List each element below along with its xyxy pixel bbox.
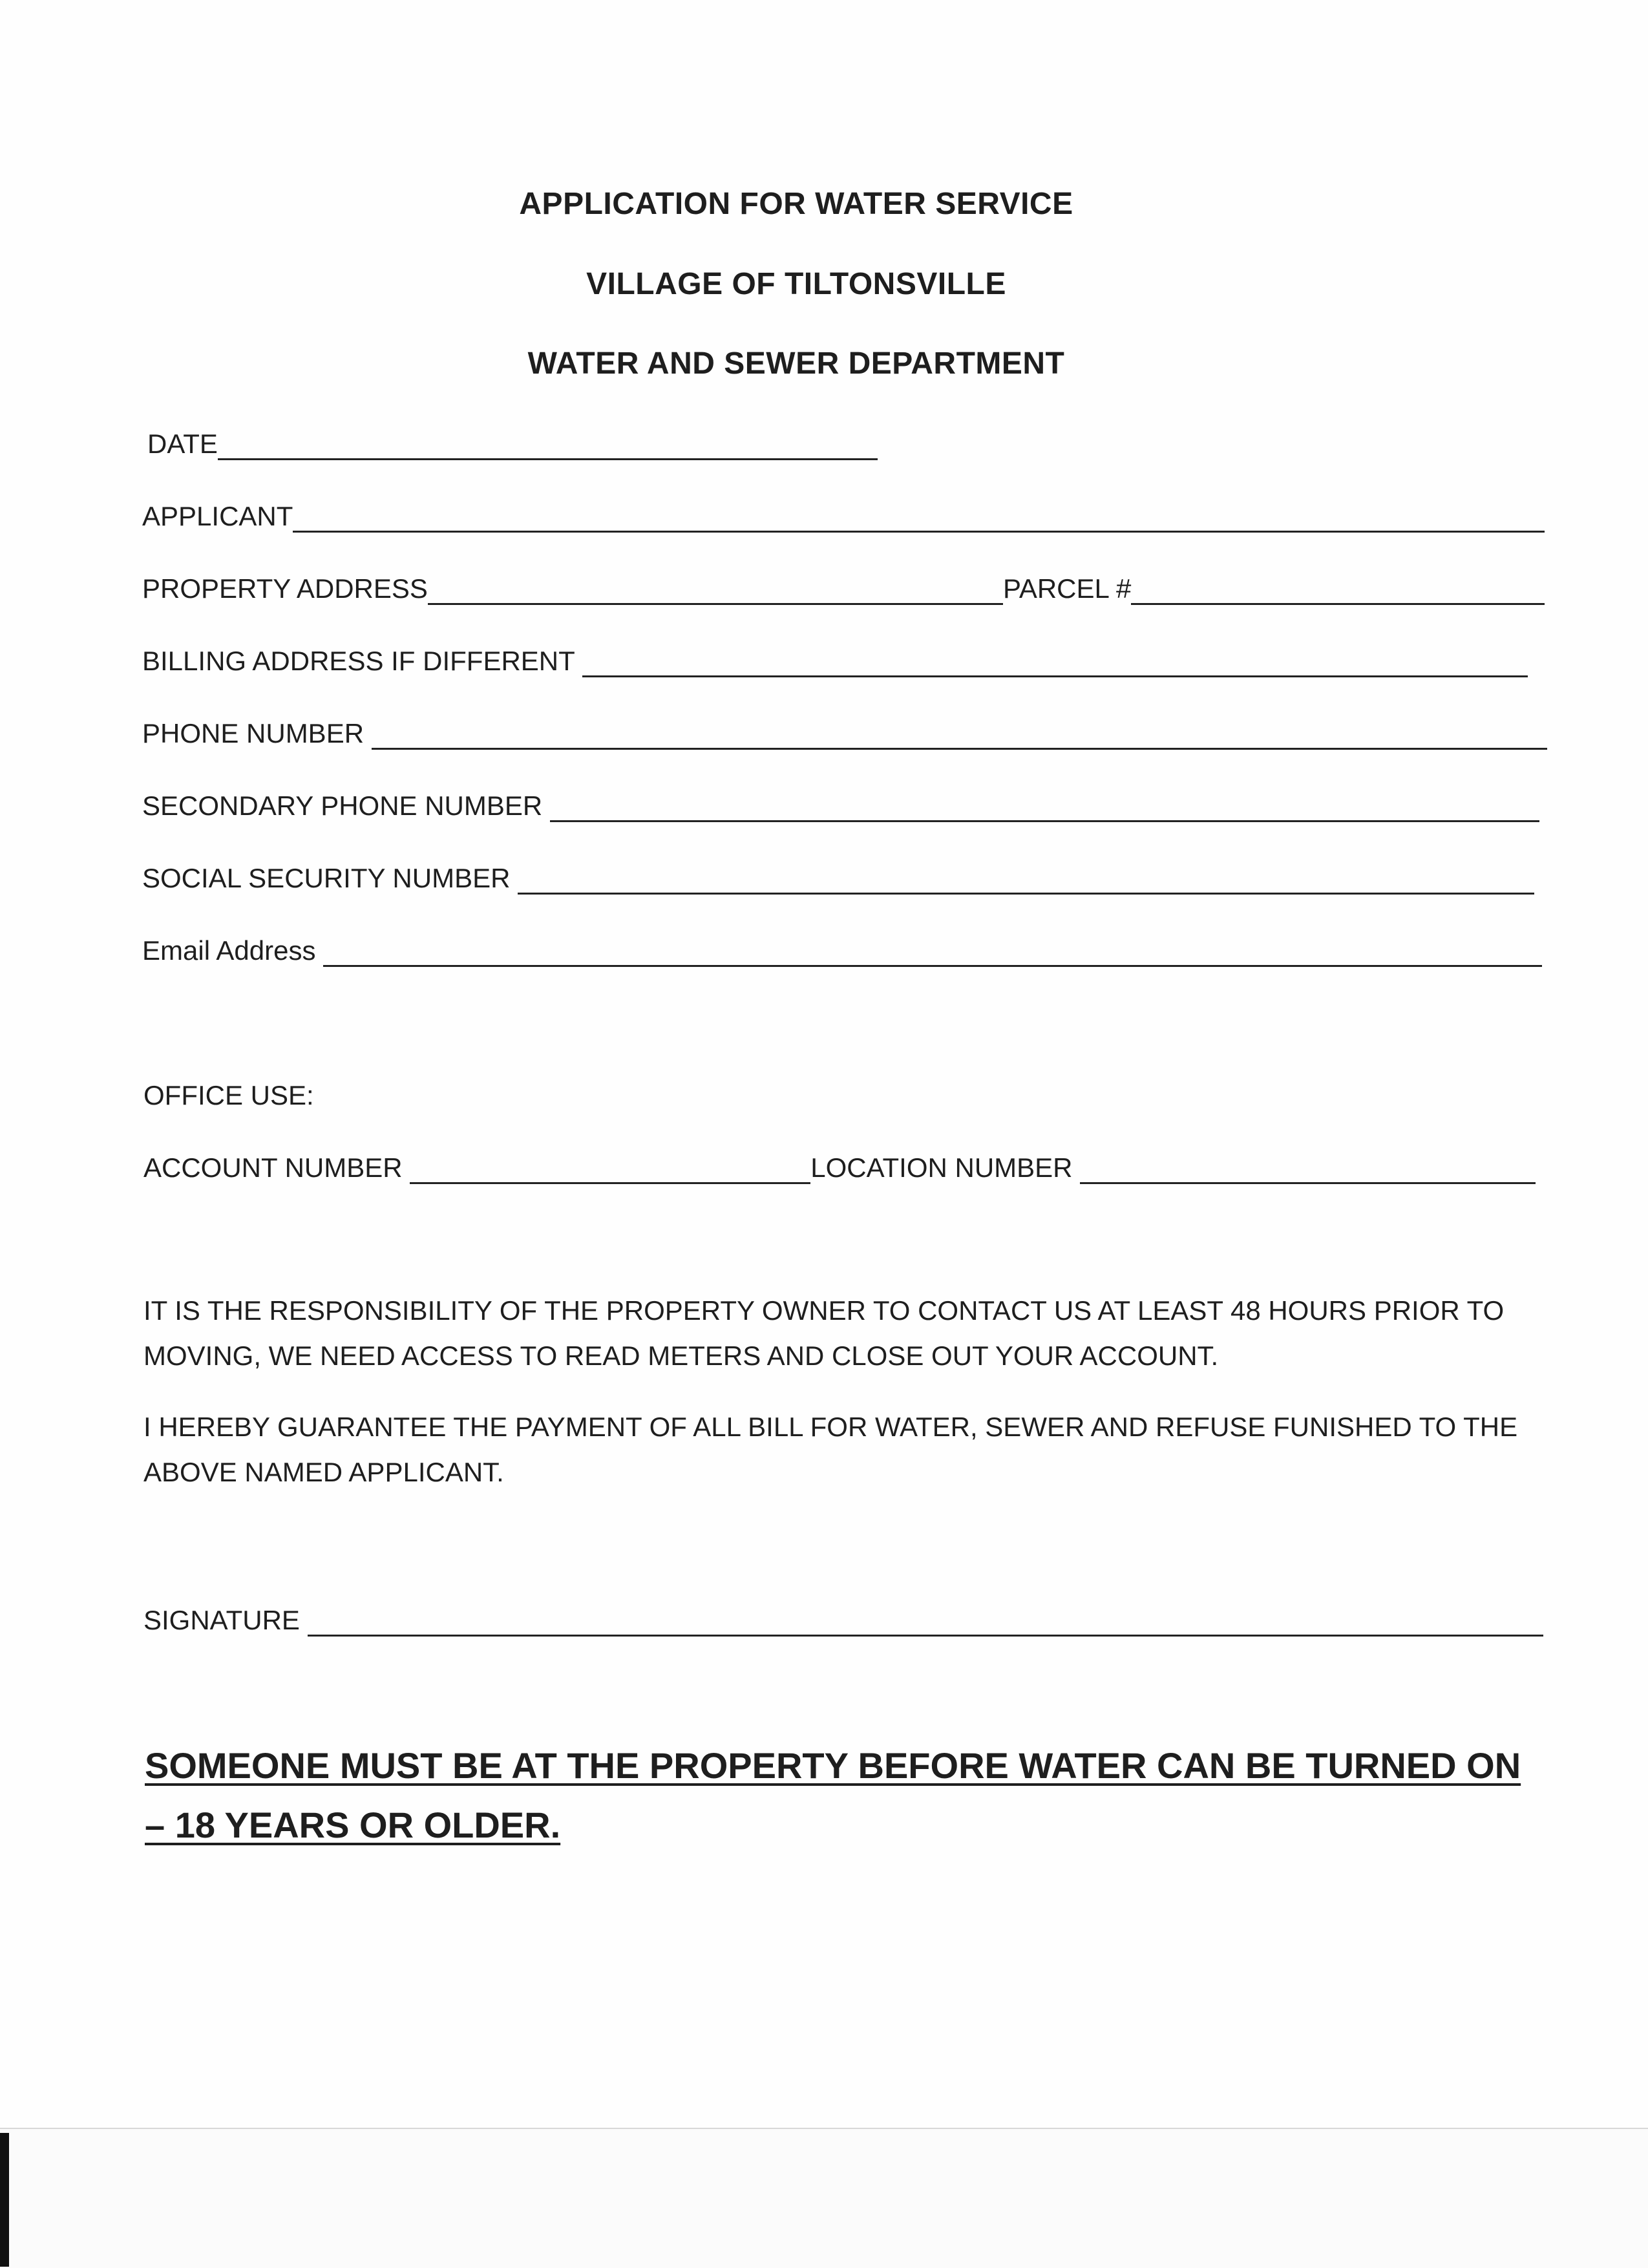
email-field[interactable] [323,965,1542,967]
form-title: APPLICATION FOR WATER SERVICE [519,187,1073,221]
property-address-label: PROPERTY ADDRESS [142,573,428,604]
billing-address-field[interactable] [582,675,1528,677]
ssn-row [142,856,1534,895]
signature-label: SIGNATURE [143,1605,308,1635]
account-number-label: ACCOUNT NUMBER [143,1152,410,1183]
billing-address-row [142,639,1528,677]
secondary-phone-row [142,783,1539,822]
email-row [142,928,1542,967]
account-number-field[interactable] [410,1182,810,1184]
date-row [147,421,878,460]
signature-field[interactable] [308,1635,1543,1637]
secondary-phone-label: SECONDARY PHONE NUMBER [142,790,550,821]
scan-bottom-margin [0,2128,1648,2268]
responsibility-notice: IT IS THE RESPONSIBILITY OF THE PROPERTY OWNER TO CONTACT US AT LEAST 48 HOURS PRIOR TO MOVING, WE NEED ACCESS TO READ METERS AND CLOSE OUT YOUR ACCOUNT. [143,1295,1505,1371]
date-label: DATE [147,429,218,459]
location-number-label: LOCATION NUMBER [810,1152,1081,1183]
phone-label: PHONE NUMBER [142,718,372,748]
applicant-field[interactable] [293,531,1545,533]
guarantee-notice: I HEREBY GUARANTEE THE PAYMENT OF ALL BILL FOR WATER, SEWER AND REFUSE FUNISHED TO THE ABOVE NAMED APPLICANT. [143,1412,1518,1487]
applicant-label: APPLICANT [142,501,293,531]
location-number-field[interactable] [1080,1182,1536,1184]
email-label: Email Address [142,935,324,966]
property-address-field[interactable] [428,603,1003,605]
account-location-row [143,1145,1536,1184]
parcel-field[interactable] [1131,603,1545,605]
department-name: WATER AND SEWER DEPARTMENT [527,346,1065,381]
phone-row [142,711,1547,750]
property-address-row [142,566,1545,605]
office-use-row [143,1073,531,1112]
organization-name: VILLAGE OF TILTONSVILLE [586,267,1006,301]
ssn-field[interactable] [518,893,1534,895]
age-requirement-warning: SOMEONE MUST BE AT THE PROPERTY BEFORE WATER CAN BE TURNED ON – 18 YEARS OR OLDER. [145,1745,1521,1845]
secondary-phone-field[interactable] [550,820,1539,822]
date-field[interactable] [218,458,878,460]
signature-row [143,1598,1543,1637]
scan-edge-shadow [0,2133,9,2267]
applicant-row [142,494,1545,533]
office-use-heading: OFFICE USE: [143,1080,314,1110]
ssn-label: SOCIAL SECURITY NUMBER [142,863,518,893]
parcel-label: PARCEL # [1002,573,1132,604]
billing-address-label: BILLING ADDRESS IF DIFFERENT [142,646,582,676]
phone-field[interactable] [372,748,1547,750]
